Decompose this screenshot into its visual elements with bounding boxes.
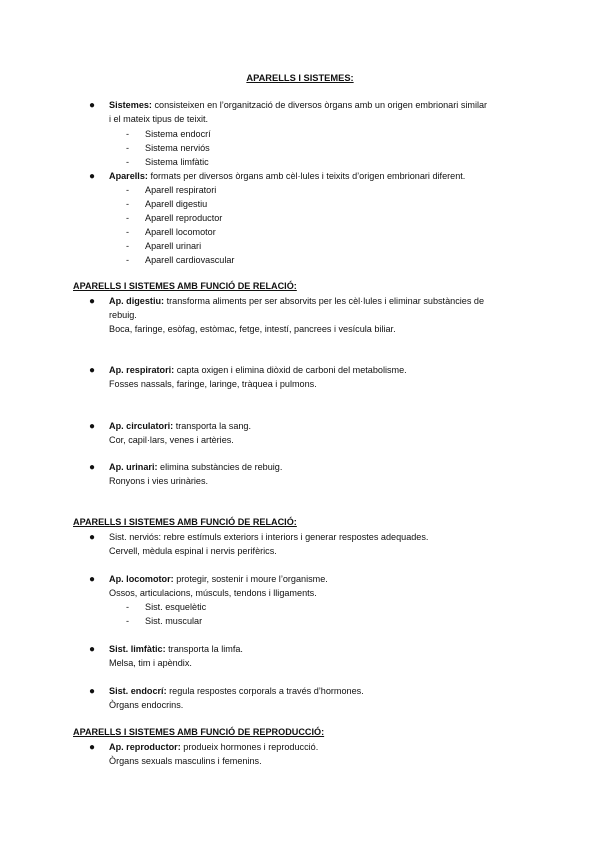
- section-heading: APARELLS I SISTEMES AMB FUNCIÓ DE REPRODUCCIÓ:: [73, 727, 325, 737]
- list-item: Aparell reproductor: [145, 213, 223, 223]
- term: Sist. limfàtic:: [109, 644, 166, 654]
- aparells-definition: [109, 170, 465, 182]
- list-item: Sist. esquelètic: [145, 602, 207, 612]
- bullet: ●: [89, 100, 96, 111]
- dash: -: [126, 616, 130, 626]
- dash: -: [126, 213, 130, 223]
- bullet: ●: [89, 421, 96, 432]
- list-item: Aparell digestiu: [145, 199, 208, 209]
- bullet: ●: [89, 462, 96, 473]
- bullet: ●: [89, 742, 96, 753]
- bullet: ●: [89, 644, 96, 655]
- locomotor-organs: Ossos, articulacions, músculs, tendons i lligaments.: [109, 588, 317, 598]
- list-item: Sistema nerviós: [145, 143, 210, 153]
- limfatic-definition: [109, 643, 243, 655]
- endocri-definition: [109, 685, 364, 697]
- circulatori-definition: [109, 420, 251, 432]
- limfatic-organs: Melsa, tim i apèndix.: [109, 658, 192, 668]
- term: Ap. reproductor:: [109, 742, 181, 752]
- definition-text: consisteixen en l’organització de diversos òrgans amb un origen embrionari similar: [151, 100, 488, 110]
- dash: -: [126, 185, 130, 195]
- page-title: APARELLS I SISTEMES:: [246, 73, 354, 83]
- dash: -: [126, 241, 130, 251]
- sistemes-definition: [109, 99, 487, 111]
- urinari-organs: Ronyons i vies urinàries.: [109, 476, 209, 486]
- definition-text: capta oxigen i elimina diòxid de carboni del metabolisme.: [174, 365, 407, 375]
- term: Sistemes:: [109, 100, 152, 110]
- dash: -: [126, 157, 130, 167]
- list-item: Aparell locomotor: [145, 227, 216, 237]
- nervios-definition: Sist. nerviós: rebre estímuls exteriors i interiors i generar respostes adequades.: [109, 532, 429, 542]
- endocri-organs: Òrgans endocrins.: [109, 700, 184, 710]
- definition-text: transporta la limfa.: [165, 644, 243, 654]
- section-heading: APARELLS I SISTEMES AMB FUNCIÓ DE RELACIÓ:: [73, 281, 297, 291]
- dash: -: [126, 143, 130, 153]
- dash: -: [126, 129, 130, 139]
- bullet: ●: [89, 532, 96, 543]
- respiratori-organs: Fosses nassals, faringe, laringe, tràquea i pulmons.: [109, 379, 317, 389]
- term: Sist. endocrí:: [109, 686, 167, 696]
- digestiu-definition-cont: rebuig.: [109, 310, 137, 320]
- list-item: Aparell urinari: [145, 241, 202, 251]
- bullet: ●: [89, 171, 96, 182]
- locomotor-definition: [109, 573, 328, 585]
- respiratori-definition: [109, 364, 407, 376]
- term: Ap. respiratori:: [109, 365, 175, 375]
- bullet: ●: [89, 574, 96, 585]
- sistemes-definition-cont: i el mateix tipus de teixit.: [109, 114, 209, 124]
- definition-text: elimina substàncies de rebuig.: [157, 462, 283, 472]
- bullet: ●: [89, 365, 96, 376]
- dash: -: [126, 199, 130, 209]
- list-item: Sistema endocrí: [145, 129, 211, 139]
- digestiu-definition: [109, 295, 484, 307]
- section-heading: APARELLS I SISTEMES AMB FUNCIÓ DE RELACIÓ:: [73, 517, 297, 527]
- reproductor-organs: Òrgans sexuals masculins i femenins.: [109, 756, 262, 766]
- definition-text: regula respostes corporals a través d’hormones.: [166, 686, 364, 696]
- definition-text: protegir, sostenir i moure l’organisme.: [173, 574, 328, 584]
- definition-text: transforma aliments per ser absorvits per les cèl·lules i eliminar substàncies de: [164, 296, 485, 306]
- list-item: Sistema limfàtic: [145, 157, 209, 167]
- bullet: ●: [89, 296, 96, 307]
- list-item: Sist. muscular: [145, 616, 203, 626]
- definition-text: transporta la sang.: [173, 421, 252, 431]
- dash: -: [126, 602, 130, 612]
- dash: -: [126, 255, 130, 265]
- term: Aparells:: [109, 171, 148, 181]
- term: Ap. circulatori:: [109, 421, 174, 431]
- reproductor-definition: [109, 741, 318, 753]
- term: Ap. urinari:: [109, 462, 158, 472]
- bullet: ●: [89, 686, 96, 697]
- dash: -: [126, 227, 130, 237]
- nervios-organs: Cervell, mèdula espinal i nervis perifèrics.: [109, 546, 277, 556]
- list-item: Aparell respiratori: [145, 185, 217, 195]
- list-item: Aparell cardiovascular: [145, 255, 235, 265]
- term: Ap. locomotor:: [109, 574, 174, 584]
- definition-text: produeix hormones i reproducció.: [180, 742, 319, 752]
- definition-text: formats per diversos òrgans amb cèl·lules i teixits d’origen embrionari diferent.: [147, 171, 466, 181]
- urinari-definition: [109, 461, 282, 473]
- circulatori-organs: Cor, capil·lars, venes i artèries.: [109, 435, 234, 445]
- digestiu-organs: Boca, faringe, esòfag, estòmac, fetge, intestí, pancrees i vesícula biliar.: [109, 324, 396, 334]
- term: Ap. digestiu:: [109, 296, 165, 306]
